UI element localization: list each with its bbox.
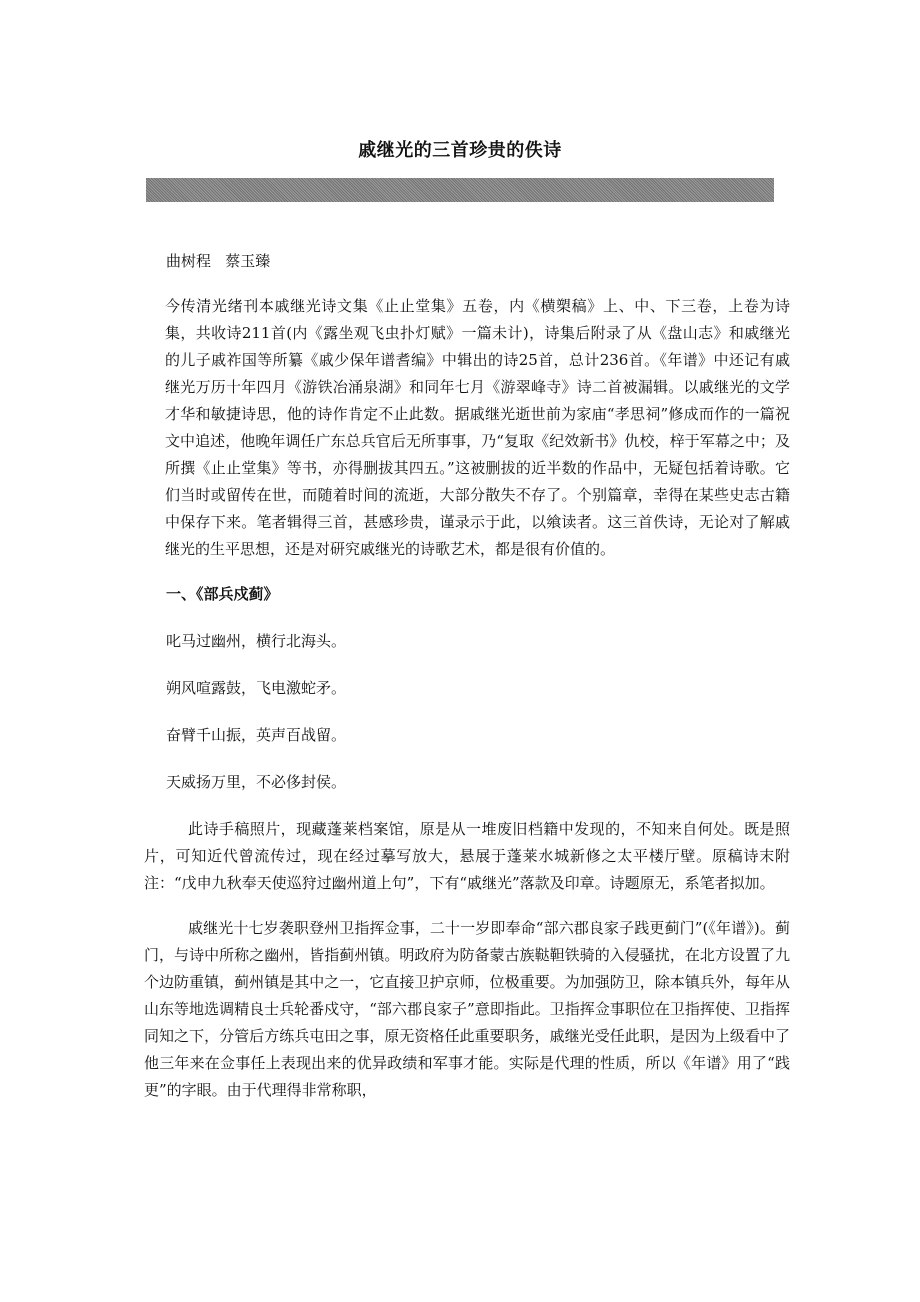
commentary-paragraph: 戚继光十七岁袭职登州卫指挥佥事，二十一岁即奉命“部六郡良家子践更蓟门”(《年谱》)。蓟门，与诗中所称之幽州，皆指蓟州镇。明政府为防备蒙古族鞑靼铁骑的入侵骚扰，在北方设置了九个边防重镇，蓟州镇是其中之一，它直接卫护京师，位极重要。为加强防卫，除本镇兵外，每年从山东等地选调精良士兵轮番戍守，“部六郡良家子”意即指此。卫指挥佥事职位在卫指挥使、卫指挥同知之下，分管后方练兵屯田之事，原无资格任此重要职务，戚继光受任此职，是因为上级看中了他三年来在佥事任上表现出来的优异政绩和军事才能。实际是代理的性质，所以《年谱》用了“践更”的字眼。由于代理得非常称职， [144, 919, 790, 1099]
verse-line: 奋臂千山振，英声百战留。 [166, 726, 347, 744]
intro-paragraph: 今传清光绪刊本戚继光诗文集《止止堂集》五卷，内《横槊稿》上、中、下三卷，上卷为诗集，共收诗211首(内《露坐观飞虫扑灯赋》一篇未计)，诗集后附录了从《盘山志》和戚继光的儿子戚祚国等所纂《戚少保年谱耆编》中辑出的诗25首，总计236首。《年谱》中还记有戚继光万历十年四月《游铁冶涌泉湖》和同年七月《游翠峰寺》诗二首被漏辑。以戚继光的文学才华和敏捷诗思，他的诗作肯定不止此数。据戚继光逝世前为家庙“孝思祠”修成而作的一篇祝文中追述，他晚年调任广东总兵官后无所事事，乃“复取《纪效新书》仇校，梓于军幕之中；及所撰《止止堂集》等书，亦得删拔其四五。”这被删拔的近半数的作品中，无疑包括着诗歌。它们当时或留传在世，而随着时间的流逝，大部分散失不存了。个别篇章，幸得在某些史志古籍中保存下来。笔者辑得三首，甚感珍贵，谨录示于此，以飨读者。这三首佚诗，无论对了解戚继光的生平思想，还是对研究戚继光的诗歌艺术，都是很有价值的。 [165, 297, 790, 558]
title-divider-bar [146, 178, 774, 202]
document-title: 戚继光的三首珍贵的佚诗 [358, 140, 562, 161]
section-heading: 一、《部兵戍蓟》 [166, 585, 279, 603]
note-paragraph: 此诗手稿照片，现藏蓬莱档案馆，原是从一堆废旧档籍中发现的，不知来自何处。既是照片，可知近代曾流传过，现在经过摹写放大，悬展于蓬莱水城新修之太平楼厅壁。原稿诗末附注：“戊申九秋奉天使巡狩过幽州道上句”，下有“戚继光”落款及印章。诗题原无，系笔者拟加。 [144, 820, 790, 892]
author-line: 曲树程 蔡玉臻 [166, 252, 271, 270]
verse-line: 天威扬万里，不必侈封侯。 [166, 773, 347, 791]
verse-line: 叱马过幽州，横行北海头。 [166, 632, 347, 650]
verse-line: 朔风喧露鼓，飞电激蛇矛。 [166, 679, 347, 697]
document-body [144, 248, 790, 1122]
